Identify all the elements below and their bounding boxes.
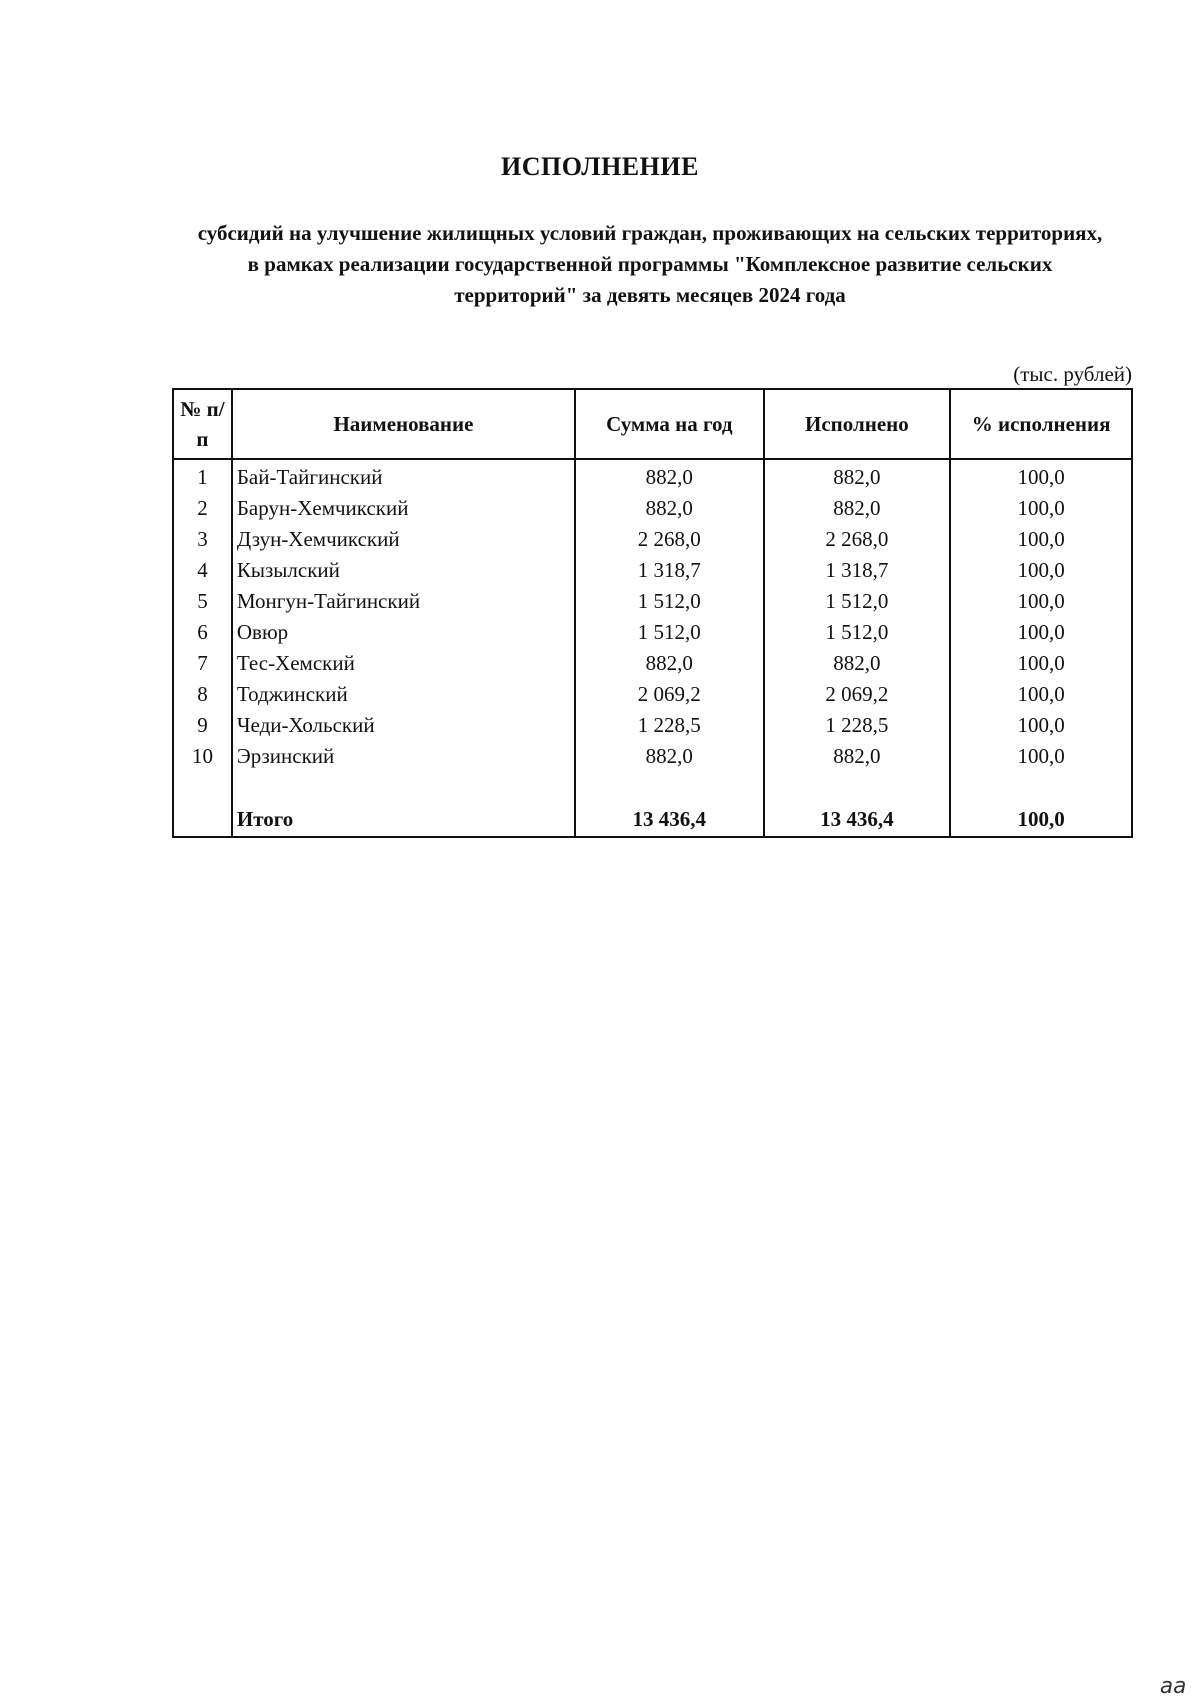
row-year-sum: 2 069,2: [575, 679, 764, 710]
table-row: [173, 710, 1132, 741]
row-executed: 882,0: [764, 741, 951, 772]
row-num: 8: [173, 679, 232, 710]
header-executed: Исполнено: [764, 389, 951, 459]
row-year-sum: 2 268,0: [575, 524, 764, 555]
page-mark: аа: [1160, 1674, 1187, 1699]
row-num: 5: [173, 586, 232, 617]
row-percent: 100,0: [950, 524, 1132, 555]
row-name: Тоджинский: [232, 679, 575, 710]
row-name: Эрзинский: [232, 741, 575, 772]
table-row: [173, 679, 1132, 710]
row-year-sum: 882,0: [575, 459, 764, 493]
execution-table: [172, 388, 1133, 838]
total-percent: 100,0: [950, 802, 1132, 837]
table-row: [173, 524, 1132, 555]
row-executed: 1 512,0: [764, 586, 951, 617]
total-label: Итого: [232, 802, 575, 837]
row-percent: 100,0: [950, 679, 1132, 710]
row-executed: 882,0: [764, 459, 951, 493]
table-row: [173, 586, 1132, 617]
row-year-sum: 1 512,0: [575, 617, 764, 648]
header-percent: % исполнения: [950, 389, 1132, 459]
row-executed: 882,0: [764, 493, 951, 524]
table-row: [173, 555, 1132, 586]
total-year-sum: 13 436,4: [575, 802, 764, 837]
units-note: (тыс. рублей): [1013, 362, 1132, 386]
row-num: 2: [173, 493, 232, 524]
row-num: 6: [173, 617, 232, 648]
total-executed: 13 436,4: [764, 802, 951, 837]
row-year-sum: 1 512,0: [575, 586, 764, 617]
row-name: Кызылский: [232, 555, 575, 586]
row-percent: 100,0: [950, 586, 1132, 617]
row-name: Чеди-Хольский: [232, 710, 575, 741]
row-name: Дзун-Хемчикский: [232, 524, 575, 555]
row-executed: 1 228,5: [764, 710, 951, 741]
row-num: 9: [173, 710, 232, 741]
row-year-sum: 882,0: [575, 741, 764, 772]
table-row: [173, 493, 1132, 524]
table-header-row: [173, 389, 1132, 459]
row-executed: 1 318,7: [764, 555, 951, 586]
table-row: [173, 617, 1132, 648]
row-num: 7: [173, 648, 232, 679]
row-percent: 100,0: [950, 459, 1132, 493]
header-year-sum: Сумма на год: [575, 389, 764, 459]
row-num: 3: [173, 524, 232, 555]
row-year-sum: 882,0: [575, 493, 764, 524]
row-executed: 1 512,0: [764, 617, 951, 648]
row-percent: 100,0: [950, 555, 1132, 586]
header-num: № п/п: [173, 389, 232, 459]
row-name: Барун-Хемчикский: [232, 493, 575, 524]
row-percent: 100,0: [950, 648, 1132, 679]
row-name: Бай-Тайгинский: [232, 459, 575, 493]
row-percent: 100,0: [950, 493, 1132, 524]
row-year-sum: 1 318,7: [575, 555, 764, 586]
row-num: 1: [173, 459, 232, 493]
row-percent: 100,0: [950, 710, 1132, 741]
row-executed: 2 069,2: [764, 679, 951, 710]
table-spacer-row: [173, 772, 1132, 802]
header-name: Наименование: [232, 389, 575, 459]
row-name: Тес-Хемский: [232, 648, 575, 679]
document-subtitle: субсидий на улучшение жилищных условий граждан, проживающих на сельских территориях, в рамках реализации государственной программы "Комплексное развитие сельских территорий" за девять месяцев 2024 года: [197, 221, 1103, 307]
document-title: ИСПОЛНЕНИЕ: [501, 152, 699, 181]
row-year-sum: 882,0: [575, 648, 764, 679]
row-percent: 100,0: [950, 741, 1132, 772]
table-row: [173, 648, 1132, 679]
table-row: [173, 741, 1132, 772]
total-num: [173, 802, 232, 837]
row-name: Монгун-Тайгинский: [232, 586, 575, 617]
row-num: 10: [173, 741, 232, 772]
row-year-sum: 1 228,5: [575, 710, 764, 741]
row-percent: 100,0: [950, 617, 1132, 648]
table-total-row: [173, 802, 1132, 837]
row-num: 4: [173, 555, 232, 586]
row-executed: 2 268,0: [764, 524, 951, 555]
row-executed: 882,0: [764, 648, 951, 679]
table-row: [173, 459, 1132, 493]
row-name: Овюр: [232, 617, 575, 648]
